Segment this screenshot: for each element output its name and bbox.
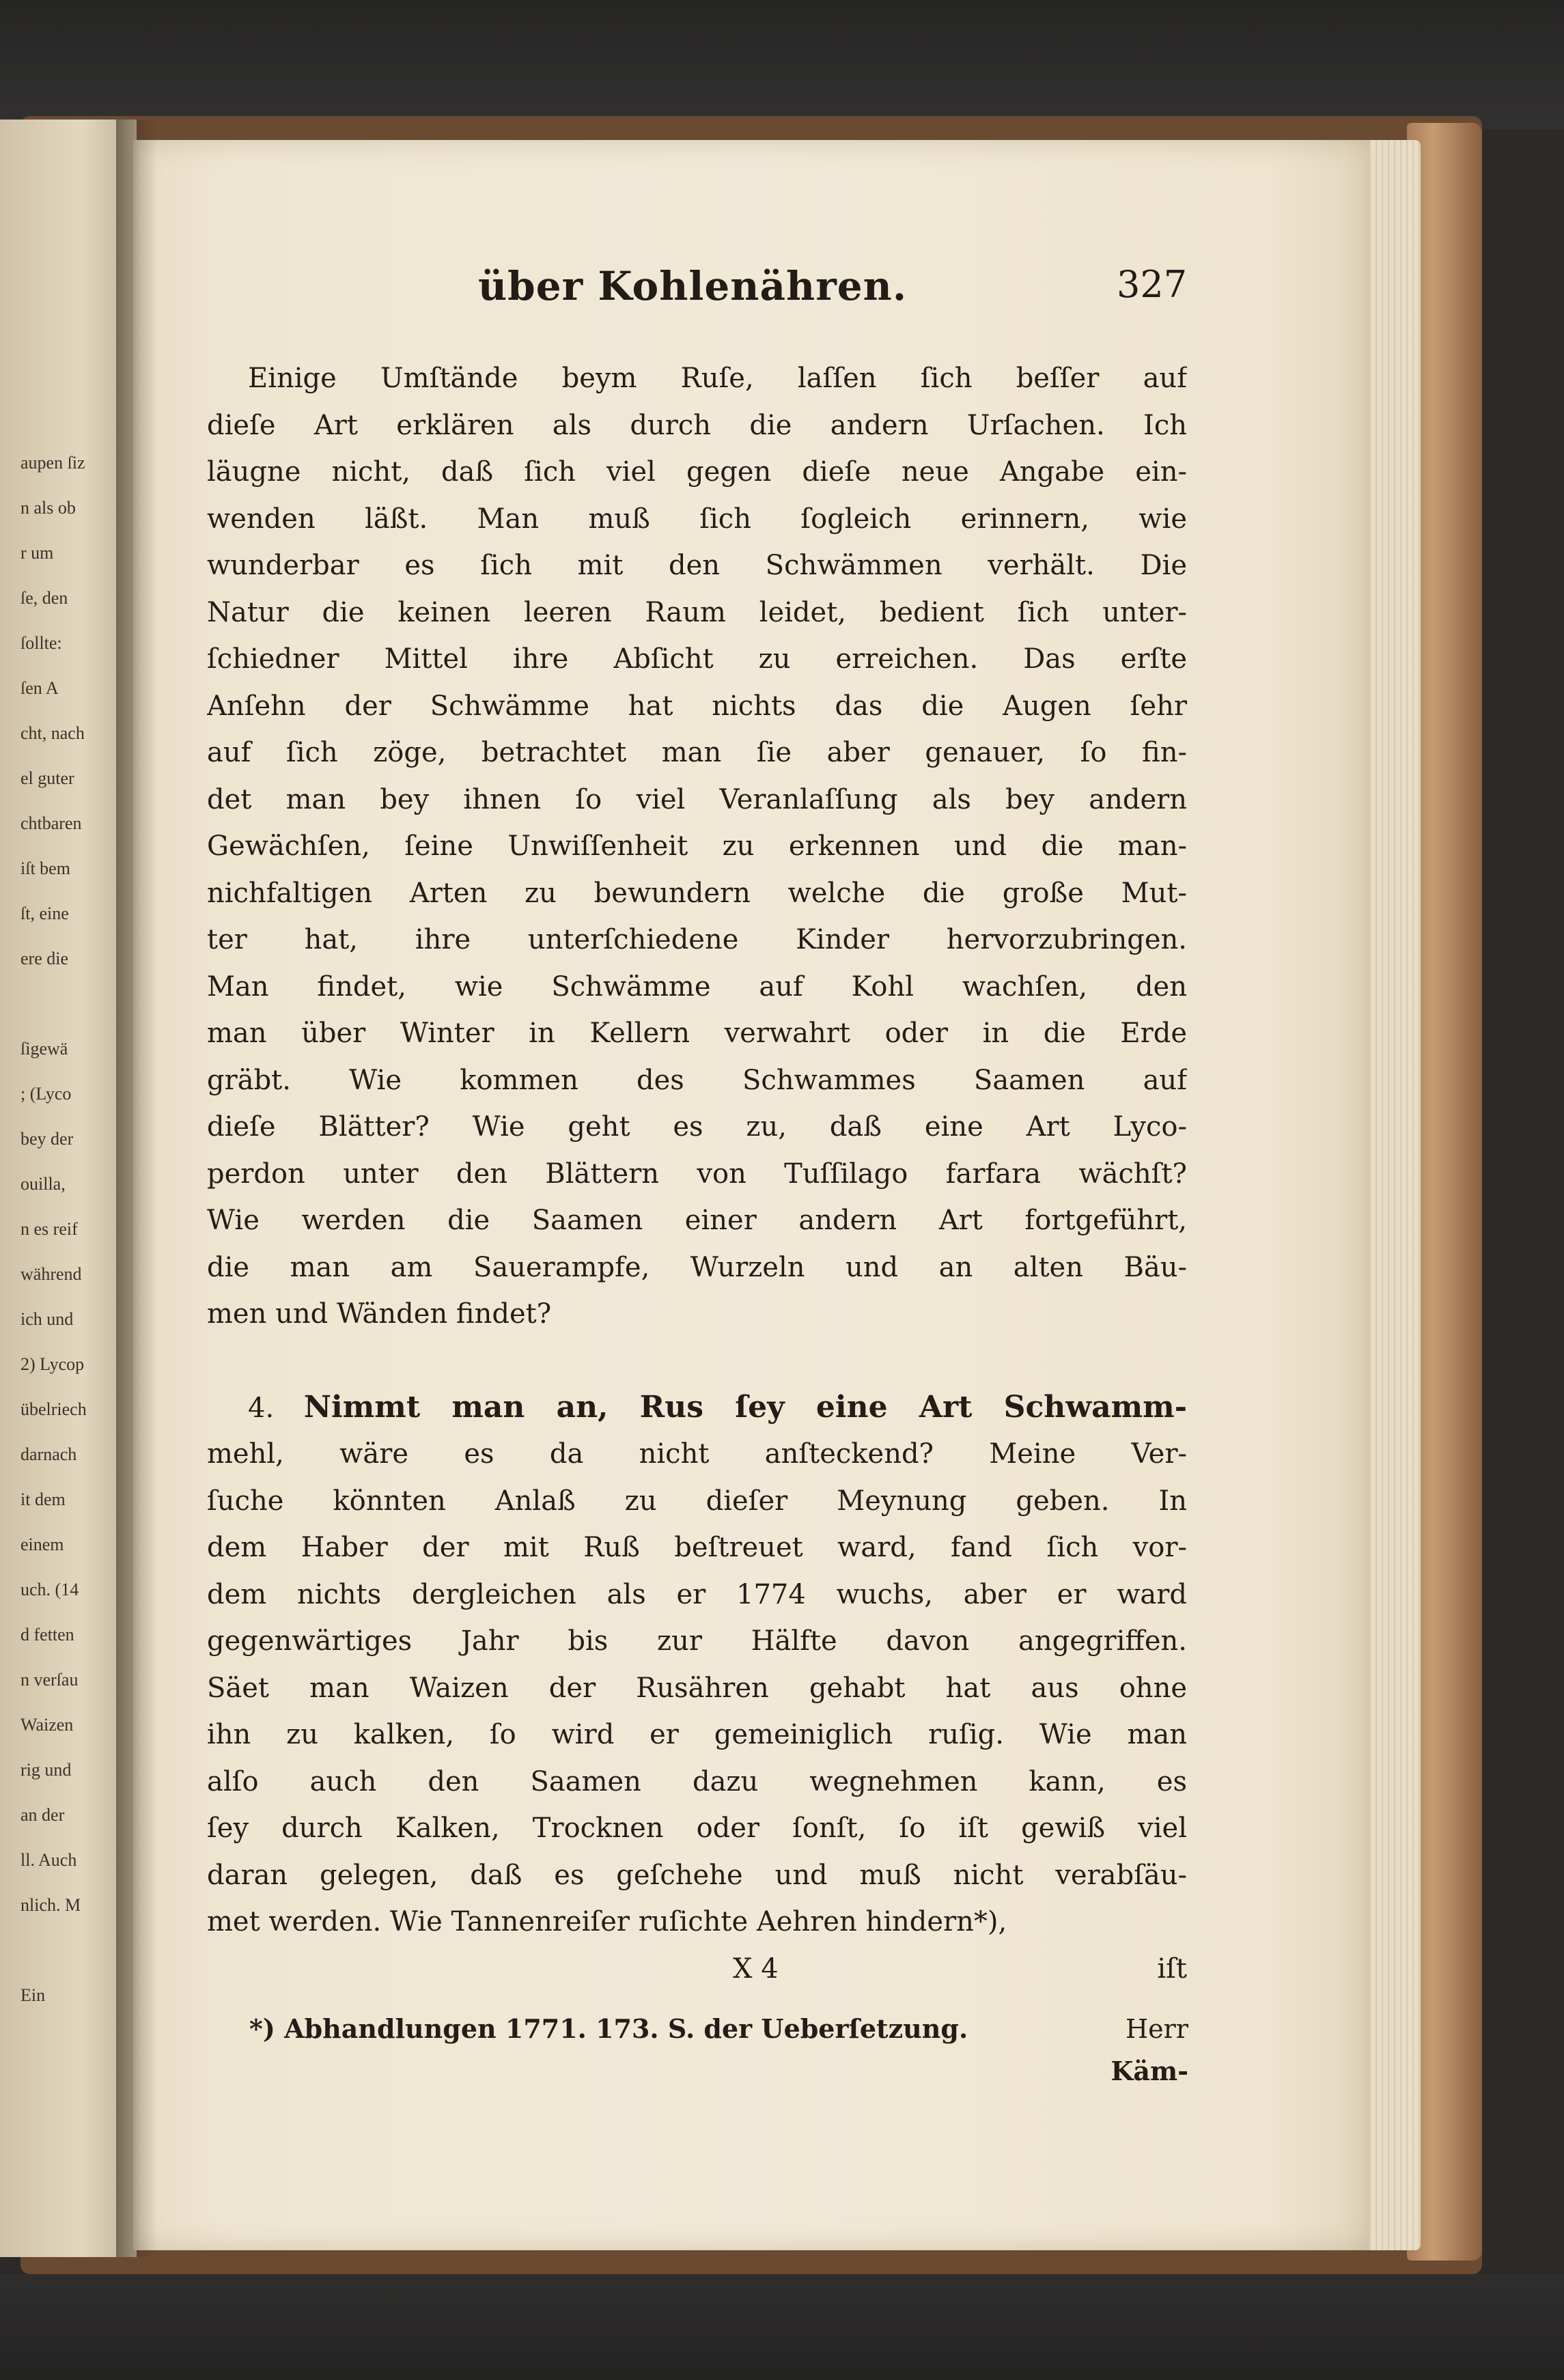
- text-line: Anſehn der Schwämme hat nichts das die Augen ſehr: [207, 690, 1187, 722]
- previous-page-line: ſollte:: [20, 633, 62, 653]
- previous-page-line: it dem: [20, 1489, 66, 1509]
- paragraph-2: [207, 1431, 1187, 1946]
- body-text: [207, 355, 1187, 1946]
- text-line: met werden. Wie Tannenreiſer ruſichte Aehren hindern*),: [207, 1906, 1007, 1937]
- previous-page-line: ouilla,: [20, 1174, 66, 1194]
- signature-row: [207, 1953, 1187, 2001]
- section-gap: [207, 1338, 1187, 1384]
- text-line: Natur die keinen leeren Raum leidet, bedient ſich unter-: [207, 596, 1187, 628]
- section-number: 4.: [248, 1392, 275, 1424]
- footnote-line: [249, 2050, 1188, 2092]
- background-cloth-bottom: [0, 2274, 1564, 2380]
- text-line: wunderbar es ſich mit den Schwämmen verhält. Die: [207, 550, 1187, 581]
- previous-page-line: Ein: [20, 1985, 46, 2005]
- text-line: ſuche könnten Anlaß zu dieſer Meynung geben. In: [207, 1485, 1187, 1517]
- text-line: läugne nicht, daß ſich viel gegen dieſe neue Angabe ein-: [207, 456, 1187, 488]
- text-line: Gewächſen, ſeine Unwiſſenheit zu erkennen und die man-: [207, 830, 1187, 862]
- text-line: dieſe Art erklären als durch die andern Urſachen. Ich: [207, 409, 1187, 441]
- previous-page-line: aupen ſiz: [20, 453, 85, 473]
- signature-mark: X 4: [733, 1953, 779, 1985]
- footnote-catch-2: Käm-: [1111, 2056, 1188, 2086]
- previous-page-line: ſt, eine: [20, 904, 69, 923]
- text-line: gegenwärtiges Jahr bis zur Hälfte davon angegriffen.: [207, 1625, 1187, 1657]
- previous-page-line: ll. Auch: [20, 1850, 77, 1870]
- previous-page-line: Waizen: [20, 1715, 74, 1735]
- previous-page-line: bey der: [20, 1129, 74, 1149]
- previous-page-line: ich und: [20, 1309, 74, 1329]
- text-line: auf ſich zöge, betrachtet man ſie aber genauer, ſo fin-: [207, 737, 1187, 768]
- text-line: det man bey ihnen ſo viel Veranlaſſung als bey andern: [207, 783, 1187, 815]
- previous-page-line: r um: [20, 543, 54, 563]
- text-line: Einige Umſtände beym Ruſe, laſſen ſich beſſer auf: [248, 363, 1187, 394]
- previous-page-line: n es reif: [20, 1219, 78, 1239]
- previous-page-line: ſen A: [20, 678, 59, 698]
- footnote-line: [249, 2008, 1188, 2050]
- previous-page-line: chtbaren: [20, 813, 82, 833]
- previous-page-line: ; (Lyco: [20, 1084, 72, 1104]
- text-line: gräbt. Wie kommen des Schwammes Saamen auf: [207, 1064, 1187, 1096]
- background-cloth-top: [0, 0, 1564, 130]
- text-line: ihn zu kalken, ſo wird er gemeiniglich ruſig. Wie man: [207, 1719, 1187, 1750]
- page-header: [478, 263, 1195, 318]
- previous-page-line: cht, nach: [20, 723, 85, 743]
- previous-page-line: übelriech: [20, 1399, 87, 1419]
- text-line: dem nichts dergleichen als er 1774 wuchs, aber er ward: [207, 1578, 1187, 1610]
- text-line: daran gelegen, daß es geſchehe und muß nicht verabſäu-: [207, 1859, 1187, 1891]
- previous-page-line: iſt bem: [20, 858, 70, 878]
- previous-page-line: während: [20, 1264, 82, 1284]
- text-line: dem Haber der mit Ruß beſtreuet ward, fand ſich vor-: [207, 1532, 1187, 1563]
- section-heading: Nimmt man an, Rus ſey eine Art Schwamm-: [303, 1389, 1187, 1425]
- text-line: nichfaltigen Arten zu bewundern welche die große Mut-: [207, 877, 1187, 909]
- previous-page-line: uch. (14: [20, 1580, 79, 1599]
- running-title: über Kohlenähren.: [478, 263, 908, 309]
- previous-page-line: n verſau: [20, 1670, 79, 1690]
- text-line: perdon unter den Blättern von Tuſſilago farfara wächſt?: [207, 1158, 1187, 1190]
- previous-page-line: nlich. M: [20, 1895, 81, 1915]
- text-line: die man am Sauerampfe, Wurzeln und an alten Bäu-: [207, 1251, 1187, 1283]
- previous-page-line: einem: [20, 1535, 64, 1554]
- previous-page-line: 2) Lycop: [20, 1354, 85, 1374]
- text-line: mehl, wäre es da nicht anſteckend? Meine Ver-: [207, 1438, 1187, 1470]
- text-line: ſey durch Kalken, Trocknen oder ſonſt, ſo iſt gewiß viel: [207, 1812, 1187, 1844]
- text-line: man über Winter in Kellern verwahrt oder in die Erde: [207, 1018, 1187, 1049]
- previous-page-line: n als ob: [20, 498, 76, 518]
- previous-page-line: ſe, den: [20, 588, 68, 608]
- previous-page-line: el guter: [20, 768, 74, 788]
- page-number: 327: [1117, 263, 1188, 306]
- previous-page-line: rig und: [20, 1760, 72, 1780]
- text-line: wenden läßt. Man muß ſich ſogleich erinnern, wie: [207, 503, 1187, 535]
- text-line: Wie werden die Saamen einer andern Art fortgeführt,: [207, 1205, 1187, 1236]
- text-line: dieſe Blätter? Wie geht es zu, daß eine Art Lyco-: [207, 1111, 1187, 1143]
- text-line: alſo auch den Saamen dazu wegnehmen kann, es: [207, 1765, 1187, 1797]
- text-line: ter hat, ihre unterſchiedene Kinder hervorzubringen.: [207, 924, 1187, 955]
- previous-page-line: ſigewä: [20, 1039, 68, 1059]
- text-line: Man findet, wie Schwämme auf Kohl wachſen, den: [207, 970, 1187, 1003]
- previous-page-line: darnach: [20, 1444, 77, 1464]
- text-line: Säet man Waizen der Rusähren gehabt hat aus ohne: [207, 1672, 1187, 1704]
- previous-page-line: ere die: [20, 949, 69, 968]
- section-heading-line: [207, 1384, 1187, 1431]
- text-line: men und Wänden findet?: [207, 1298, 552, 1330]
- footnote-text: *) Abhandlungen 1771. 173. S. der Ueberſetzung.: [249, 2013, 968, 2044]
- previous-page-line: an der: [20, 1805, 65, 1825]
- text-line: ſchiedner Mittel ihre Abſicht zu erreichen. Das erſte: [207, 643, 1187, 675]
- footnote-catch-1: Herr: [1126, 2014, 1188, 2044]
- paragraph-1: [207, 355, 1187, 1338]
- catchword: iſt: [1157, 1953, 1187, 1985]
- footnote: [249, 2008, 1188, 2092]
- gutter-shadow: [116, 120, 157, 2257]
- previous-page-line: d fetten: [20, 1625, 74, 1644]
